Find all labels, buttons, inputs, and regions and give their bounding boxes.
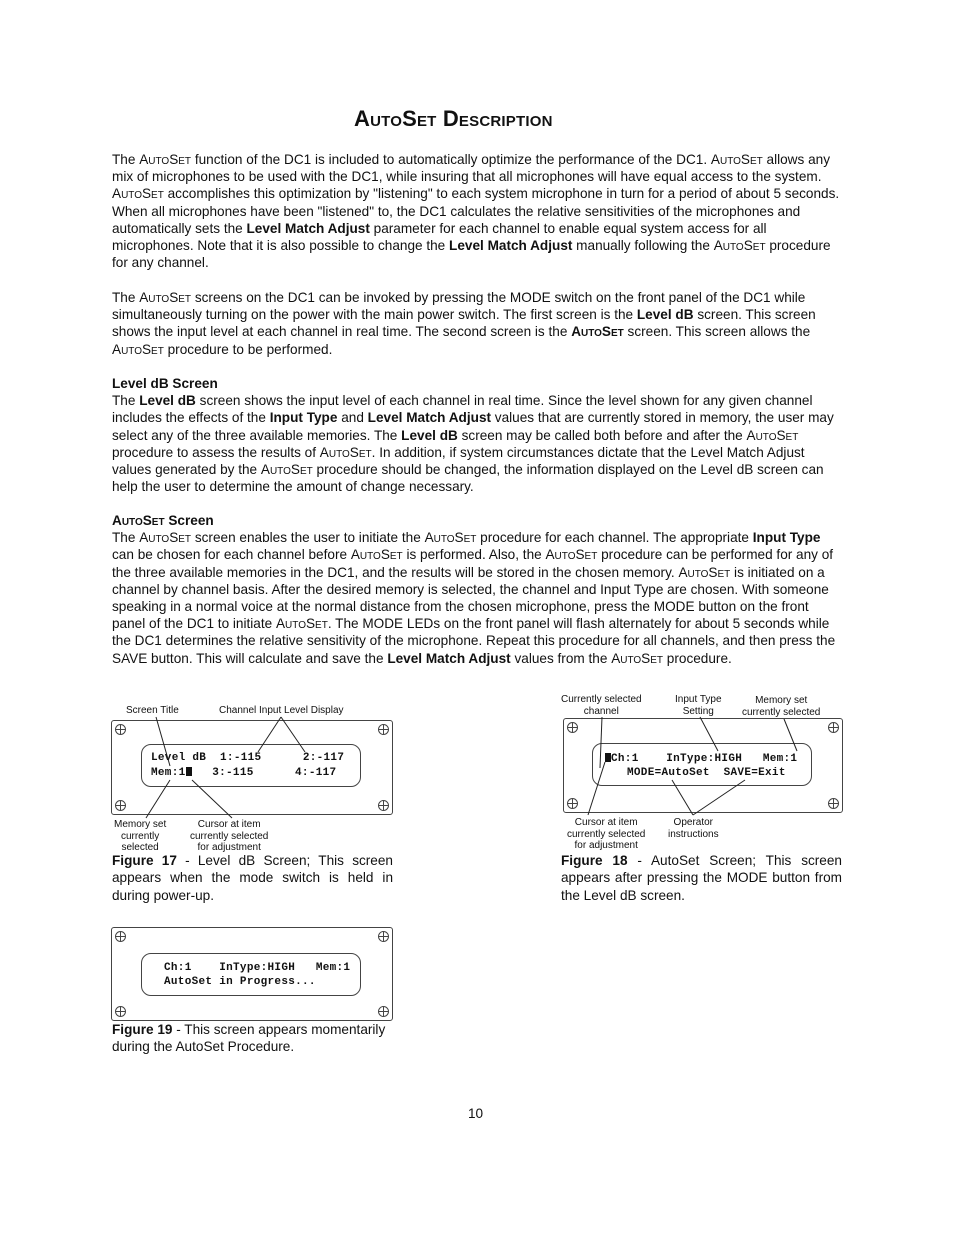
screw-icon [567, 798, 578, 809]
fig17-label-screen-title: Screen Title [126, 705, 179, 716]
autoset-screen-heading: AutoSet Screen [112, 513, 214, 528]
level-db-heading: Level dB Screen [112, 376, 218, 391]
screw-icon [378, 800, 389, 811]
fig18-label-operator: Operator instructions [668, 817, 719, 840]
level-db-section: Level dB Screen The Level dB screen shows the input level of each channel in real time. Since the level shown for any given channel includes the effects of the Input Type and Level Match Adjust values that are currently stored in memory, the user may select any of the three available memories. The Level dB screen may be called both before and after the AutoSet procedure to assess the results of AutoSet. In addition, if system circumstances dictate that the Level Match Adjust values generated by the AutoSet procedure should be changed, the information displayed on the Level dB screen can help the user to determine the amount of change necessary. [112, 375, 844, 495]
fig18-label-memory: Memory set currently selected [742, 695, 821, 718]
fig17-lcd-screen [141, 744, 361, 787]
page-title: AutoSet Description [354, 106, 553, 131]
fig19-lcd-line1: Ch:1 InType:HIGH Mem:1 [164, 962, 351, 974]
fig18-lcd-line2: MODE=AutoSet SAVE=Exit [627, 767, 786, 779]
screw-icon [828, 722, 839, 733]
fig17-lcd-line2: Mem:1 3:-115 4:-117 [151, 767, 337, 779]
fig19-lcd-line2: AutoSet in Progress... [164, 976, 316, 988]
screw-icon [115, 1006, 126, 1017]
fig17-display-panel [111, 720, 393, 815]
screw-icon [115, 800, 126, 811]
screw-icon [567, 722, 578, 733]
screw-icon [115, 931, 126, 942]
fig18-caption: Figure 18 - AutoSet Screen; This screen appears after pressing the MODE button from the Level dB screen. [561, 853, 842, 903]
fig18-label-input-type: Input Type Setting [675, 694, 722, 717]
fig17-label-cursor: Cursor at item currently selected for adjustment [190, 819, 269, 853]
screens-paragraph: The AutoSet screens on the DC1 can be invoked by pressing the MODE switch on the front panel of the DC1 while simultaneously turning on the power with the main power switch. The first screen is the Level dB screen. This screen shows the input level at each channel in real time. The second screen is the AutoSet screen. This screen allows the AutoSet procedure to be performed. [112, 290, 816, 357]
fig18-label-channel: Currently selected channel [561, 694, 642, 717]
fig18-lcd-screen [592, 743, 812, 786]
fig18-label-cursor: Cursor at item currently selected for adjustment [567, 817, 646, 851]
autoset-screen-section: AutoSet Screen The AutoSet screen enables the user to initiate the AutoSet procedure for each channel. The appropriate Input Type can be chosen for each channel before AutoSet is performed. Also, the AutoSet procedure can be performed for any of the three available memories in the DC1, and the results will be stored in the chosen memory. AutoSet is initiated on a channel by channel basis. After the desired memory is selected, the channel and Input Type are chosen. With someone speaking in a normal voice at the normal distance from the chosen microphone, press the MODE button on the front panel of the DC1 to initiate AutoSet. The MODE LEDs on the front panel will flash alternately for about 5 seconds while the DC1 determines the relative sensitivity of the microphone. Repeat this procedure for all channels, and then press the SAVE button. This will calculate and save the Level Match Adjust values from the AutoSet procedure. [112, 512, 844, 667]
screw-icon [828, 798, 839, 809]
fig18-display-panel [563, 718, 843, 813]
screw-icon [378, 1006, 389, 1017]
screw-icon [115, 724, 126, 735]
fig17-lcd-line1: Level dB 1:-115 2:-117 [151, 752, 345, 764]
fig17-label-memory: Memory set currently selected [114, 819, 167, 853]
intro-paragraph: The AutoSet function of the DC1 is included to automatically optimize the performance of the DC1. AutoSet allows any mix of microphones to be used with the DC1, while insuring that all microphones will have equal access to the system. AutoSet accomplishes this optimization by "listening" to each system microphone in turn for a period of about 5 seconds. When all microphones have been "listened" to, the DC1 calculates the relative sensitivities of the microphones and automatically sets the Level Match Adjust parameter for each channel to enable equal system access for all microphones. Note that it is also possible to change the Level Match Adjust manually following the AutoSet procedure for any channel. [112, 152, 840, 271]
fig17-label-channel-level: Channel Input Level Display [219, 705, 344, 716]
fig17-caption: Figure 17 - Level dB Screen; This screen appears when the mode switch is held in during power-up. [112, 853, 393, 903]
screw-icon [378, 931, 389, 942]
fig19-display-panel [111, 927, 393, 1021]
fig19-lcd-screen [141, 953, 361, 996]
fig18-lcd-line1: Ch:1 InType:HIGH Mem:1 [605, 753, 797, 765]
page-number: 10 [468, 1106, 484, 1121]
screw-icon [378, 724, 389, 735]
fig19-caption: Figure 19 - This screen appears momentarily during the AutoSet Procedure. [112, 1022, 386, 1055]
